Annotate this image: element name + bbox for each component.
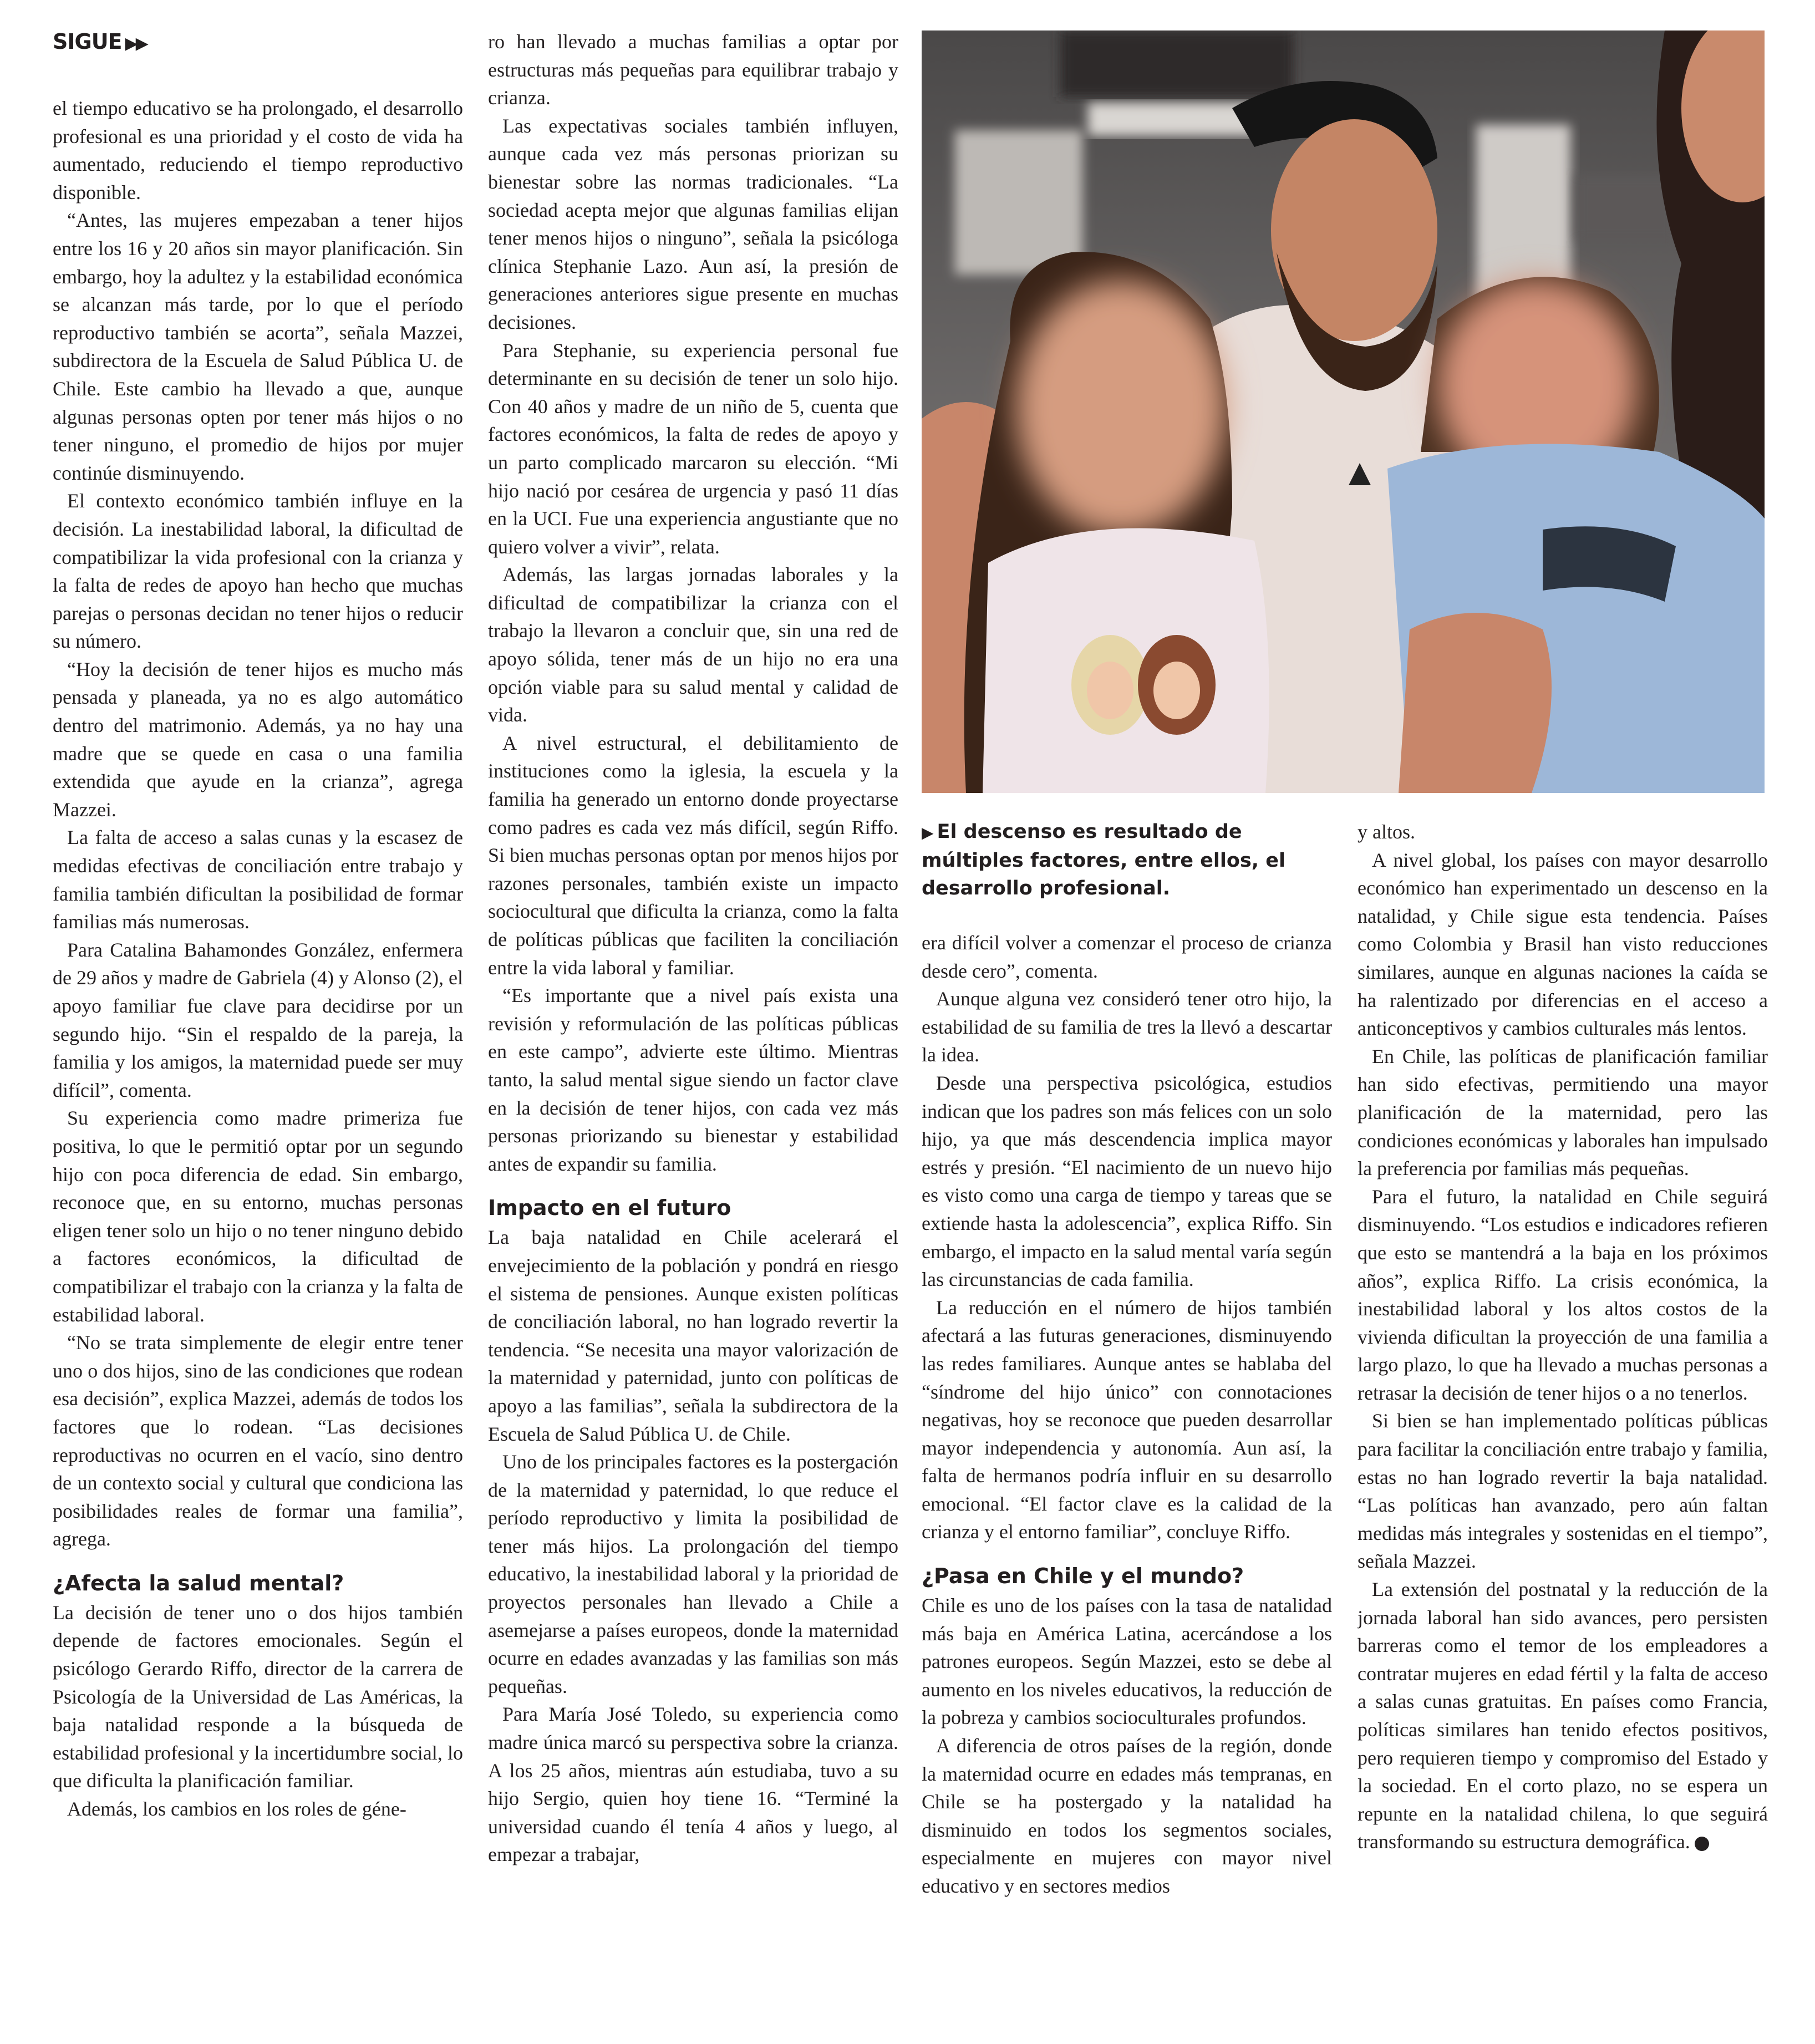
column-3-body [922, 929, 1332, 1900]
family-photo-illustration [922, 30, 1765, 793]
paragraph: Para el futuro, la natalidad en Chile seguirá disminuyendo. “Los estudios e indicadores refieren que esto se mantendrá a la baja en los próximos años”, explica Riffo. La crisis económica, la inestabilidad laboral y los altos costos de la vivienda dificultan la proyección de una familia a largo plazo, lo que ha llevado a muchas personas a retrasar la decisión de tener hijos o a no tenerlos. [1358, 1185, 1768, 1404]
paragraph: y altos. [1358, 821, 1415, 843]
column-2 [488, 28, 898, 2035]
sigue-header[interactable] [53, 28, 463, 58]
column-1 [53, 28, 463, 2035]
paragraph: Para Stephanie, su experiencia personal fue determinante en su decisión de tener un solo hijo. Con 40 años y madre de un niño de 5, cuenta que factores económicos, la falta de redes de apoyo y un parto complicado marcaron su elección. “Mi hijo nació por cesárea de urgencia y pasó 11 días en la UCI. Fue una experiencia angustiante que no quiero volver a vivir”, relata. [488, 339, 898, 558]
paragraph: “No se trata simplemente de elegir entre tener uno o dos hijos, sino de las condiciones que rodean esa decisión”, explica Mazzei, además de todos los factores que lo rodean. “Las decisiones reproductivas no ocurren en el vacío, sino dentro de un contexto social y cultural que condiciona las posibilidades reales de formar una familia”, agrega. [53, 1331, 463, 1550]
paragraph: Para María José Toledo, su experiencia como madre única marcó su perspectiva sobre la crianza. A los 25 años, mientras aún estudiaba, tuvo a su hijo Sergio, quien hoy tiene 16. “Terminé la universidad cuando él tenía 4 años y luego, al empezar a trabajar, [488, 1703, 898, 1866]
paragraph: En Chile, las políticas de planificación familiar han sido efectivas, permitiendo una mayor planificación de la maternidad, pero las condiciones económicas y laborales han impulsado la preferencia por familias más pequeñas. [1358, 1045, 1768, 1180]
column-3 [922, 818, 1332, 2035]
paragraph-text: La extensión del postnatal y la reducción de la jornada laboral han sido avances, pero persisten barreras como el temor de los empleadores a contratar mujeres en edad fértil y la falta de acceso a salas cunas gratuitas. En países como Francia, políticas similares han tenido efectos positivos, pero requieren tiempo y compromiso del Estado y la sociedad. En el corto plazo, no se espera un repunte en la natalidad chilena, lo que seguirá transformando su estructura demográfica. [1358, 1578, 1768, 1853]
paragraph: La baja natalidad en Chile acelerará el envejecimiento de la población y pondrá en riesgo el sistema de pensiones. Aunque existen políticas de conciliación laboral, no han logrado revertir la tendencia. “Se necesita una mayor valorización de la maternidad y paternidad, junto con políticas de apoyo a las familias”, señala la subdirectora de la Escuela de Salud Pública U. de Chile. [488, 1226, 898, 1445]
sigue-label: SIGUE [53, 29, 122, 54]
paragraph: era difícil volver a comenzar el proceso de crianza desde cero”, comenta. [922, 932, 1332, 982]
paragraph: “Antes, las mujeres empezaban a tener hijos entre los 16 y 20 años sin mayor planificación. Sin embargo, hoy la adultez y la estabilidad económica se alcanzan más tarde, por lo que el período reproductivo también se acorta”, señala Mazzei, subdirectora de la Escuela de Salud Pública U. de Chile. Este cambio ha llevado a que, aunque algunas personas opten por tener más hijos o no tener ninguno, el promedio de hijos por mujer continúe disminuyendo. [53, 209, 463, 484]
section-heading-chile-mundo: ¿Pasa en Chile y el mundo? [922, 1564, 1244, 1589]
column-4 [1358, 818, 1768, 2035]
triangle-right-icon: ▶ [922, 823, 934, 842]
paragraph: La reducción en el número de hijos también afectará a las futuras generaciones, disminuyendo las redes familiares. Aunque antes se hablaba del “síndrome del hijo único” con connotaciones negativas, hoy se reconoce que pueden desarrollar mayor independencia y autonomía. Aun así, la falta de hermanos podría influir en su desarrollo emocional. “El factor clave es la calidad de la crianza y el entorno familiar”, concluye Riffo. [922, 1296, 1332, 1543]
double-triangle-right-icon: ▶▶ [125, 34, 146, 53]
end-of-article-icon [1695, 1837, 1709, 1851]
paragraph: Las expectativas sociales también influyen, aunque cada vez más personas priorizan su bienestar sobre las normas tradicionales. “La sociedad acepta mejor que algunas familias elijan tener menos hijos o ninguno”, señala la psicóloga clínica Stephanie Lazo. Aun así, la presión de generaciones anteriores sigue presente en muchas decisiones. [488, 114, 898, 333]
paragraph [1358, 1575, 1768, 1856]
paragraph: “Es importante que a nivel país exista una revisión y reformulación de las políticas públicas en este campo”, advierte este último. Mientras tanto, la salud mental sigue siendo un factor clave en la decisión de tener hijos, con cada vez más personas priorizando su bienestar y estabilidad antes de expandir su familia. [488, 984, 898, 1175]
section-heading-salud-mental: ¿Afecta la salud mental? [53, 1570, 344, 1595]
paragraph: Además, los cambios en los roles de géne- [67, 1798, 406, 1821]
paragraph: Su experiencia como madre primeriza fue positiva, lo que le permitió optar por un segundo hijo con poca diferencia de edad. Sin embargo, reconoce que, en su entorno, muchas personas eligen tener solo un hijo o no tener ninguno debido a factores económicos, la dificultad de compatibilizar el trabajo con la crianza y la falta de estabilidad laboral. [53, 1107, 463, 1326]
paragraph: La decisión de tener uno o dos hijos también depende de factores emocionales. Según el psicólogo Gerardo Riffo, director de la carrera de Psicología de la Universidad de Las Américas, la baja natalidad responde a la búsqueda de estabilidad profesional y la incertidumbre social, lo que dificulta la planificación familiar. [53, 1601, 463, 1792]
paragraph: Aunque alguna vez consideró tener otro hijo, la estabilidad de su familia de tres la llevó a descartar la idea. [922, 988, 1332, 1066]
paragraph: La falta de acceso a salas cunas y la escasez de medidas efectivas de conciliación entre trabajo y familia también dificultan la posibilidad de formar familias más numerosas. [53, 826, 463, 933]
paragraph: El contexto económico también influye en la decisión. La inestabilidad laboral, la dificultad de compatibilizar la vida profesional con la crianza y la falta de redes de apoyo han hecho que muchas parejas o personas decidan no tener hijos o reducir su número. [53, 490, 463, 653]
family-photo [922, 30, 1765, 793]
paragraph: Para Catalina Bahamondes González, enfermera de 29 años y madre de Gabriela (4) y Alonso (2), el apoyo familiar fue clave para decidirse por un segundo hijo. “Sin el respaldo de la pareja, la familia y los amigos, la maternidad puede ser muy difícil”, comenta. [53, 938, 463, 1101]
paragraph: Además, las largas jornadas laborales y la dificultad de compatibilizar la crianza con el trabajo la llevaron a concluir que, sin una red de apoyo sólida, tener más de un hijo no era una opción viable para su salud mental y calidad de vida. [488, 563, 898, 726]
paragraph: “Hoy la decisión de tener hijos es mucho más pensada y planeada, ya no es algo automático dentro del matrimonio. Además, ya no hay una madre que se quede en casa o una familia extendida que ayude en la crianza”, agrega Mazzei. [53, 658, 463, 821]
paragraph: A diferencia de otros países de la región, donde la maternidad ocurre en edades más tempranas, en Chile se ha postergado y la natalidad ha disminuido en todos los segmentos sociales, especialmente en mujeres con mayor nivel educativo y en sectores medios [922, 1735, 1332, 1897]
paragraph: el tiempo educativo se ha prolongado, el desarrollo profesional es una prioridad y el costo de vida ha aumentado, reduciendo el tiempo reproductivo disponible. [53, 97, 463, 204]
section-heading-impacto: Impacto en el futuro [488, 1196, 731, 1221]
paragraph: Si bien se han implementado políticas públicas para facilitar la conciliación entre trabajo y familia, estas no han logrado revertir la baja natalidad. “Las políticas han avanzado, pero aún faltan medidas más integrales y sostenidas en el tiempo”, señala Mazzei. [1358, 1410, 1768, 1573]
photo-caption-text: El descenso es resultado de múltiples factores, entre ellos, el desarrollo profesional. [922, 821, 1285, 899]
paragraph: A nivel estructural, el debilitamiento de instituciones como la iglesia, la escuela y la familia ha generado un entorno donde proyectarse como padres es cada vez más difícil, según Riffo. Si bien muchas personas optan por menos hijos por razones personales, también existe un impacto sociocultural que dificulta la crianza, como la falta de políticas públicas que faciliten la conciliación entre la vida laboral y familiar. [488, 731, 898, 979]
paragraph: Uno de los principales factores es la postergación de la maternidad y paternidad, lo que reduce el período reproductivo y limita la posibilidad de tener más hijos. La prolongación del tiempo educativo, la inestabilidad laboral y la prioridad de proyectos personales han llevado a Chile a asemejarse a países europeos, donde la maternidad ocurre en edades avanzadas y las familias son más pequeñas. [488, 1451, 898, 1697]
paragraph: A nivel global, los países con mayor desarrollo económico han experimentado un descenso en la natalidad, y Chile sigue esta tendencia. Países como Colombia y Brasil han visto reducciones similares, aunque en algunas naciones la caída se ha ralentizado por diferencias en el acceso a anticonceptivos y cambios culturales más lentos. [1358, 848, 1768, 1040]
paragraph: Desde una perspectiva psicológica, estudios indican que los padres son más felices con un solo hijo, ya que más descendencia implica mayor estrés y presión. “El nacimiento de un nuevo hijo es visto como una carga de tiempo y tareas que se extiende hasta la adolescencia”, explica Riffo. Sin embargo, el impacto en la salud mental varía según las circunstancias de cada familia. [922, 1071, 1332, 1291]
paragraph: ro han llevado a muchas familias a optar por estructuras más pequeñas para equilibrar trabajo y crianza. [488, 30, 898, 109]
paragraph: Chile es uno de los países con la tasa de natalidad más baja en América Latina, acercándose a los patrones europeos. Según Mazzei, esto se debe al aumento en los niveles educativos, la reducción de la pobreza y cambios socioculturales profundos. [922, 1594, 1332, 1729]
